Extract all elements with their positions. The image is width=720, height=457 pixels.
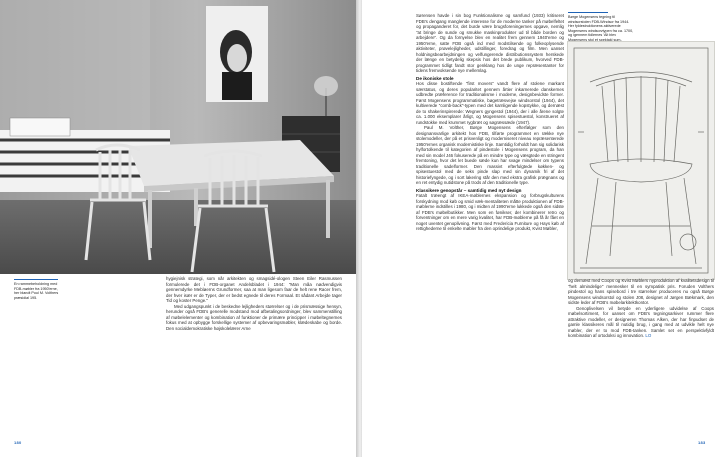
caption-rule [14,279,58,280]
paragraph: Med udgangspunkt i de beskedne lejligheders størrelser og i de prismæssige hensyn, herunder også FDB's generelle modstand mod afbetalingsordninger, blev sammenstilling af møbelelementer og kombination af funktioner de primære principper i møbeltegnernes fokus med at opbygge forskellige systemer af opbevaringsmøbler, klædeskabe og borde. Den socialdemokratiske højskolelærer Arne [166,303,342,331]
right-column-2 [568,278,714,339]
paragraph [568,306,714,339]
chair-technical-drawing [567,41,715,280]
section-heading: De ikoniske stole [416,75,454,81]
right-page [362,0,720,457]
paragraph: og dernæst med Coops og Kvist Møblers nyproduktion af kvalitetsdesign til "helt almindelige" mennesker til en sympatisk pris. Foruden Volthers pindestol og hans spisebord i tre størrelser produceres nu også Børge Mogensens windsorstol og stolen J08, designet af Jørgen Bækmark, den sidste leder af FDB's møbelarkitektkontor. [568,278,714,305]
page-number: 180 [14,440,22,445]
room-photograph [0,0,358,274]
left-page [0,0,358,457]
paragraph: Sørensen havde i sin bog Funktionalisme og samfund (1933) kritiseret FDB's dengang manglende interesse for de moderne tanker på møbelfeltet og propaganderet for, det burde være brugsforeningernes opgave, nemlig "at bringe de sunde og smukke maskinprodukter ud til både borden og arbejdere". Og da fornyelse blev en realitet frem gennem 1940'erne og 1950'erne, satte FDB også ind med modstilsende og folkeoplysende aktiviteter, prøvelejligheder, udstillinger, foredrag og film. Men uanset holdningsbearbejdningen og velfungerende distributionssystem herskede der længe en betydelig skepsis hos det brede publikum, hvorved FDB-programmet tidligt fandt stor genklang hos de unge repræsentanter for tidens fremvoksende nye mellemlag. [416,13,564,73]
drawing-caption: Børge Mogensens tegning til windsorstolen FDB-Windsor fra 1944. Her fyldestruktionens aktiverede Mogensens windsorvtypen fra ca. 1700, og igennem tidlernes 'Alt blev Mogensens stol et spektakl sum-usminstet eskelelen. [568,15,634,47]
paragraph: Paul M. Volther, Børge Mogensens efterfølger som den designansvarlige arkitekt hos FDB, tilførte programmet en række nye stolemodeller, der på et prisvenligt og moderniseret niveau repræsenterede 1950'ernes organisk modernistiske linje. Samtidig forholdt han sig solidarisk hylfortolkende til kategorien af pindestole i Mogensens program, da han med sin model J46 fokuserede på en mindre type og væsgtede en stringent fremtoning, hvor det let buede sæde kun har svage mindelser om typens traditionelle sadelformer. Den massivt efterfulgtede køkken- og spisestuestol med de seks pinde slap med sin dynamik fri af det historiefyngede, og i sort lakering står den med ekstra grafisk prægnans og en ret entydig nutidstone på trods af den traditionelle type. [416,125,564,186]
paragraph: hygiejnisk strategi, som når arkitekten og smagsidé-ologen Steen Eiler Rasmussen formulerede det i FDB-organet Andelsbladet i 1944: "Man måa nødvendigvis gennemdyrke Mebløerns Grundformer, saa at man ligesom faar de helt rene Racer frem, der hver især er de Typer, der er bedst egnede til deres Formaal. Et sådant Arbejde tager Tid og koster Penge." [166,276,342,303]
left-body-column [166,276,342,331]
photo-caption: En rammebeholdning med FDB-møbler fra 1950'erne, her blandt Poul M. Volthers præsidial 195. [14,282,59,300]
paragraph: Hos disse bostiftende "first movers" vandt flere af stolene markant særstatus, og deres popularitet gennem årtier inkarnerede danskernes udbredte præference for traditionalisme i moderne, designbevidste former. Først Mogensens programmatiske, bøgetræsvejse windsorstol (1944), det kultiverede "comb-back"-typen med det karnligende kopstykke, og dernæst de to shakerinspirerede: Wegners gyngestol (1944), der i alle årene solgte ca. 1.000 eksemplarer årligt, og Mogensens spisestuestol, konstrueret af rundstokke med krummet rygbræt og søgræssæde (1947). [416,81,564,125]
author-initials: LO [645,333,652,338]
paragraph: Fatalt træengt af IKEA-møblernes ekspansion og forbrugskulturens forskydning mod køb og smid væk-mentaliteten måtte produktionen af FDB-møblerne indstilles i 1980, og i midten af 1990'erne lukkede også den sidste af FDB's møbelbutikker. Men som en fønikser, der kombinerer retro og forventninger om en mere varig kvalitet, har FDB-møblerne på få år fået en noget uventet genoplivning. Først med Fredericia Furniture og Hays køb af rettighederne til enkelte møbler fra den oprindelige produkt, Kvist Møbler, [416,193,564,232]
section-heading: Klassikere genopstår – samtidig med nyt design [416,187,522,193]
paragraph-text: Genoplivelsen vil betyde en yderligere udvidelse af Coops møbelsortiment, for uanset om FDB's tegningsarkiver rummer flere attraktive modeller, er designeren Thomas Alken, der har finpudset de gamle klassikeres mål til nutidig brug, i gang med at udvikle helt nye møbler, der er to mod FDB-tanken. Samlet set en perspektivfyldt kombination af ortodoksi og innovation. [568,305,714,338]
page-number: 183 [698,440,706,445]
caption-rule [568,12,608,13]
right-column-1 [416,13,564,232]
